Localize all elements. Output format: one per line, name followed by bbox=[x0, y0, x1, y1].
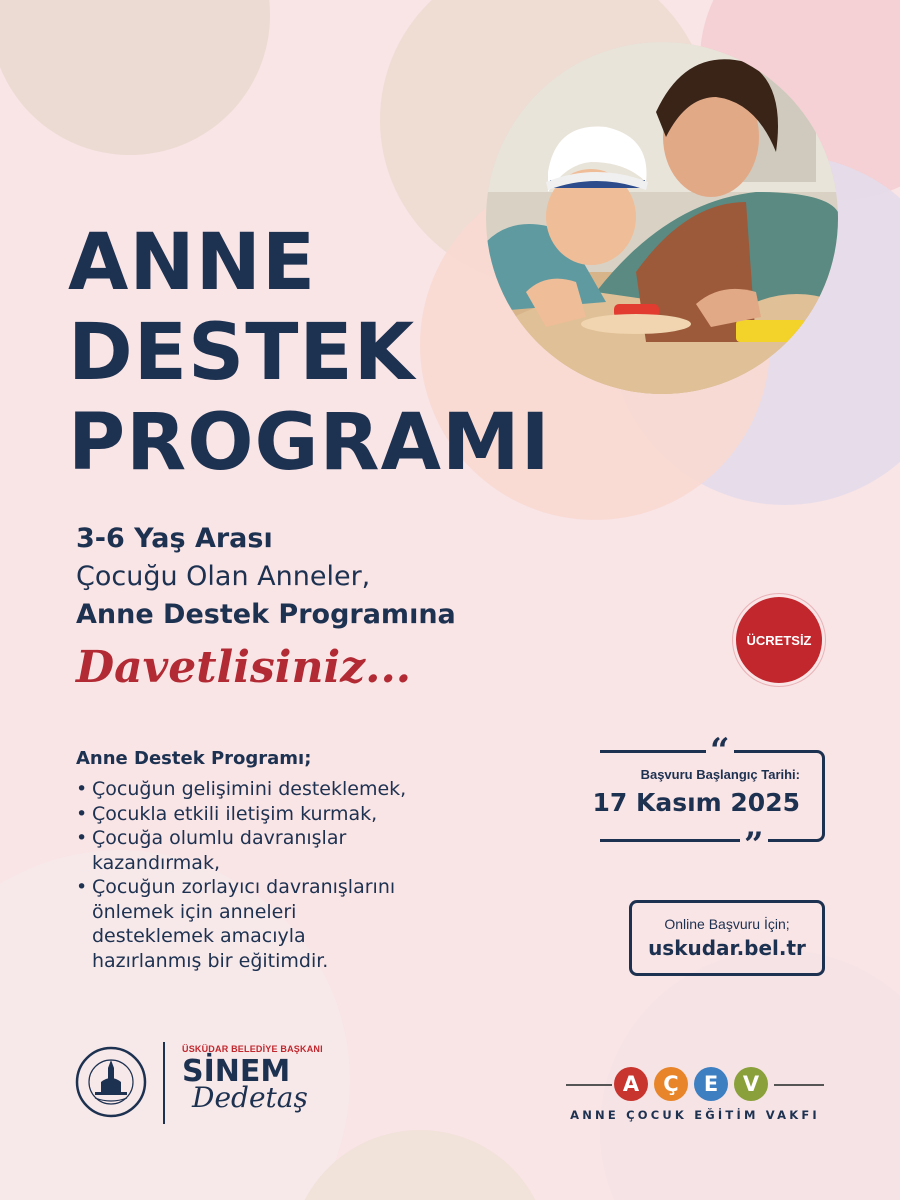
acev-letter: V bbox=[734, 1067, 768, 1101]
description-list bbox=[76, 777, 496, 973]
description-item bbox=[76, 777, 496, 802]
item-line: Çocukla etkili iletişim kurmak, bbox=[92, 802, 378, 825]
title-line-1: ANNE bbox=[68, 218, 317, 308]
description-item bbox=[76, 875, 496, 973]
bullet-icon: • bbox=[76, 778, 88, 800]
description-item bbox=[76, 802, 496, 827]
acev-letter: A bbox=[614, 1067, 648, 1101]
acev-letter: E bbox=[694, 1067, 728, 1101]
mayor-title: ÜSKÜDAR BELEDİYE BAŞKANI bbox=[182, 1044, 323, 1054]
acev-letters bbox=[614, 1067, 768, 1101]
item-line: önlemek için anneleri bbox=[92, 900, 297, 923]
age-range: 3-6 Yaş Arası bbox=[76, 523, 273, 554]
acev-line-right bbox=[774, 1084, 824, 1086]
item-line: Çocuğa olumlu davranışlar bbox=[92, 827, 347, 849]
mayor-last-name: Dedetaş bbox=[192, 1081, 308, 1114]
description-heading: Anne Destek Programı; bbox=[76, 748, 312, 769]
application-date-label: Başvuru Başlangıç Tarihi: bbox=[640, 767, 800, 782]
acev-line-left bbox=[566, 1084, 612, 1086]
open-quote-icon: “ bbox=[706, 734, 734, 768]
close-quote-icon: ” bbox=[740, 828, 768, 862]
acev-logo bbox=[566, 1066, 824, 1136]
item-line: kazandırmak, bbox=[92, 851, 220, 874]
free-badge bbox=[736, 597, 822, 683]
online-application-label: Online Başvuru İçin; bbox=[664, 916, 790, 932]
item-line: hazırlanmış bir eğitimdir. bbox=[92, 949, 329, 972]
invitation-text bbox=[76, 520, 456, 696]
description-item bbox=[76, 826, 496, 875]
title-line-3: PROGRAMI bbox=[68, 398, 551, 488]
online-application-box bbox=[629, 900, 825, 976]
item-line: Çocuğun gelişimini desteklemek, bbox=[92, 778, 407, 800]
uskudar-municipality-seal-logo bbox=[75, 1046, 147, 1118]
website-link[interactable]: uskudar.bel.tr bbox=[648, 936, 806, 960]
item-line: Çocuğun zorlayıcı davranışlarını bbox=[92, 876, 396, 898]
bullet-icon: • bbox=[76, 802, 88, 825]
program-title bbox=[68, 218, 551, 488]
bullet-icon: • bbox=[76, 876, 88, 898]
application-date-value: 17 Kasım 2025 bbox=[592, 788, 800, 817]
item-line: desteklemek amacıyla bbox=[92, 925, 306, 947]
logo-divider bbox=[163, 1042, 165, 1124]
title-line-2: DESTEK bbox=[68, 308, 416, 398]
program-description bbox=[76, 748, 496, 973]
program-name-text: Anne Destek Programına bbox=[76, 599, 456, 630]
mayor-signature-logo bbox=[182, 1044, 332, 1113]
invited-script-text: Davetlisiniz... bbox=[76, 642, 412, 693]
mayor-first-name: SİNEM bbox=[182, 1054, 291, 1089]
bullet-icon: • bbox=[76, 827, 88, 849]
acev-letter: Ç bbox=[654, 1067, 688, 1101]
free-badge-label: ÜCRETSİZ bbox=[746, 632, 812, 648]
acev-full-name: ANNE ÇOCUK EĞİTİM VAKFI bbox=[570, 1108, 820, 1122]
audience-text: Çocuğu Olan Anneler, bbox=[76, 561, 371, 592]
